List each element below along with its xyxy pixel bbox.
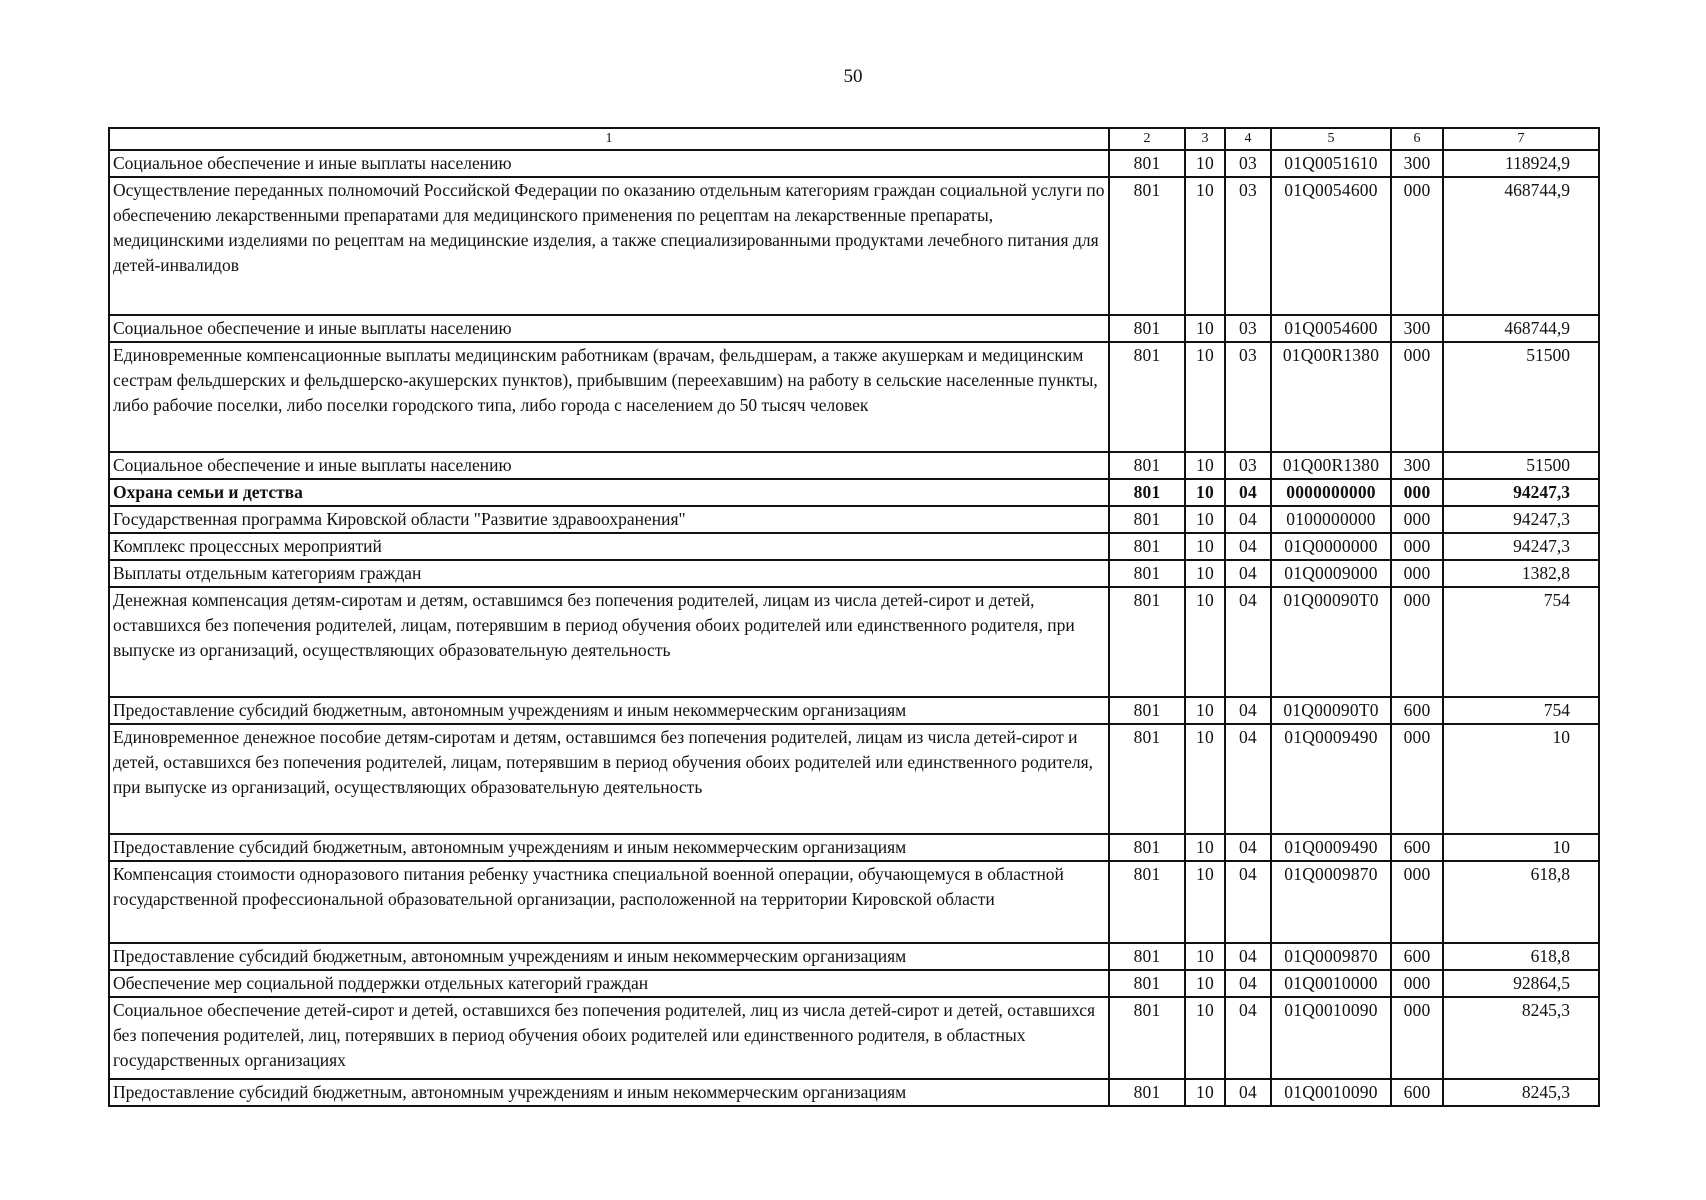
column-header-5: 5	[1271, 128, 1391, 150]
row-name-cell: Социальное обеспечение и иные выплаты населению	[109, 315, 1109, 342]
row-subsection-cell: 04	[1225, 970, 1271, 997]
row-code-cell: 801	[1109, 1079, 1185, 1106]
table-row	[109, 587, 1599, 697]
table-row	[109, 479, 1599, 506]
table-row	[109, 724, 1599, 834]
table-row	[109, 315, 1599, 342]
row-name-cell: Социальное обеспечение детей-сирот и детей, оставшихся без попечения родителей, лиц из числа детей-сирот и детей, оставшихся без попечения родителей, лиц, потерявших в период обучения обоих родителей или единственного родителя, в областных государственных организациях	[109, 997, 1109, 1079]
row-code-cell: 801	[1109, 834, 1185, 861]
row-amount-cell: 94247,3	[1443, 479, 1599, 506]
row-target-article-cell: 0000000000	[1271, 479, 1391, 506]
row-section-cell: 10	[1185, 587, 1225, 697]
row-code-cell: 801	[1109, 533, 1185, 560]
row-target-article-cell: 01Q00090T0	[1271, 697, 1391, 724]
row-name-cell: Денежная компенсация детям-сиротам и детям, оставшимся без попечения родителей, лицам из числа детей-сирот и детей, оставшихся без попечения родителей, лицам, потерявшим в период обучения обоих родителей или единственного родителя, при выпуске из организаций, осуществляющих образовательную деятельность	[109, 587, 1109, 697]
row-name-cell: Государственная программа Кировской области "Развитие здравоохранения"	[109, 506, 1109, 533]
row-name-cell: Социальное обеспечение и иные выплаты населению	[109, 150, 1109, 177]
row-name-cell: Социальное обеспечение и иные выплаты населению	[109, 452, 1109, 479]
row-section-cell: 10	[1185, 479, 1225, 506]
row-target-article-cell: 01Q0009490	[1271, 724, 1391, 834]
row-expense-type-cell: 000	[1391, 970, 1443, 997]
row-amount-cell: 1382,8	[1443, 560, 1599, 587]
table-row	[109, 506, 1599, 533]
row-section-cell: 10	[1185, 997, 1225, 1079]
row-expense-type-cell: 000	[1391, 560, 1443, 587]
row-code-cell: 801	[1109, 479, 1185, 506]
table-row	[109, 342, 1599, 452]
row-section-cell: 10	[1185, 834, 1225, 861]
row-target-article-cell: 01Q0009490	[1271, 834, 1391, 861]
row-code-cell: 801	[1109, 697, 1185, 724]
row-amount-cell: 754	[1443, 697, 1599, 724]
row-name-cell: Предоставление субсидий бюджетным, автономным учреждениям и иным некоммерческим организациям	[109, 943, 1109, 970]
table-row	[109, 943, 1599, 970]
row-amount-cell: 94247,3	[1443, 506, 1599, 533]
table-row	[109, 997, 1599, 1079]
row-subsection-cell: 04	[1225, 560, 1271, 587]
row-target-article-cell: 01Q0010090	[1271, 1079, 1391, 1106]
row-subsection-cell: 03	[1225, 315, 1271, 342]
row-target-article-cell: 01Q00090T0	[1271, 587, 1391, 697]
table-row	[109, 697, 1599, 724]
row-amount-cell: 754	[1443, 587, 1599, 697]
row-section-cell: 10	[1185, 560, 1225, 587]
row-subsection-cell: 04	[1225, 533, 1271, 560]
row-expense-type-cell: 000	[1391, 342, 1443, 452]
row-amount-cell: 468744,9	[1443, 315, 1599, 342]
row-code-cell: 801	[1109, 560, 1185, 587]
row-amount-cell: 8245,3	[1443, 1079, 1599, 1106]
row-section-cell: 10	[1185, 533, 1225, 560]
row-target-article-cell: 01Q0010000	[1271, 970, 1391, 997]
row-target-article-cell: 01Q0009870	[1271, 861, 1391, 943]
row-target-article-cell: 01Q0010090	[1271, 997, 1391, 1079]
row-amount-cell: 618,8	[1443, 943, 1599, 970]
row-target-article-cell: 01Q00R1380	[1271, 452, 1391, 479]
row-target-article-cell: 01Q0051610	[1271, 150, 1391, 177]
row-amount-cell: 94247,3	[1443, 533, 1599, 560]
row-subsection-cell: 03	[1225, 342, 1271, 452]
page-number: 50	[843, 66, 863, 87]
column-header-7: 7	[1443, 128, 1599, 150]
row-code-cell: 801	[1109, 943, 1185, 970]
row-subsection-cell: 04	[1225, 1079, 1271, 1106]
row-expense-type-cell: 000	[1391, 724, 1443, 834]
row-name-cell: Охрана семьи и детства	[109, 479, 1109, 506]
row-amount-cell: 10	[1443, 834, 1599, 861]
table-row	[109, 861, 1599, 943]
row-subsection-cell: 04	[1225, 997, 1271, 1079]
row-name-cell: Компенсация стоимости одноразового питания ребенку участника специальной военной операции, обучающемуся в областной государственной профессиональной образовательной организации, расположенной на территории Кировской области	[109, 861, 1109, 943]
table-row	[109, 1079, 1599, 1106]
row-section-cell: 10	[1185, 177, 1225, 315]
row-name-cell: Единовременное денежное пособие детям-сиротам и детям, оставшимся без попечения родителей, лицам из числа детей-сирот и детей, оставшихся без попечения родителей, лицам, потерявшим в период обучения обоих родителей или единственного родителя, при выпуске из организаций, осуществляющих образовательную деятельность	[109, 724, 1109, 834]
row-target-article-cell: 01Q0000000	[1271, 533, 1391, 560]
table-row	[109, 452, 1599, 479]
row-subsection-cell: 04	[1225, 834, 1271, 861]
table-row	[109, 834, 1599, 861]
row-section-cell: 10	[1185, 970, 1225, 997]
table-row	[109, 150, 1599, 177]
row-section-cell: 10	[1185, 315, 1225, 342]
row-target-article-cell: 01Q0054600	[1271, 177, 1391, 315]
row-code-cell: 801	[1109, 587, 1185, 697]
row-amount-cell: 10	[1443, 724, 1599, 834]
row-name-cell: Предоставление субсидий бюджетным, автономным учреждениям и иным некоммерческим организациям	[109, 1079, 1109, 1106]
row-target-article-cell: 01Q0054600	[1271, 315, 1391, 342]
row-name-cell: Обеспечение мер социальной поддержки отдельных категорий граждан	[109, 970, 1109, 997]
column-header-2: 2	[1109, 128, 1185, 150]
row-target-article-cell: 01Q0009870	[1271, 943, 1391, 970]
budget-table	[108, 127, 1600, 1107]
row-target-article-cell: 01Q0009000	[1271, 560, 1391, 587]
row-subsection-cell: 03	[1225, 150, 1271, 177]
column-header-4: 4	[1225, 128, 1271, 150]
row-target-article-cell: 0100000000	[1271, 506, 1391, 533]
row-subsection-cell: 04	[1225, 861, 1271, 943]
row-code-cell: 801	[1109, 861, 1185, 943]
row-expense-type-cell: 600	[1391, 943, 1443, 970]
row-amount-cell: 51500	[1443, 342, 1599, 452]
row-subsection-cell: 03	[1225, 452, 1271, 479]
table-row	[109, 560, 1599, 587]
row-code-cell: 801	[1109, 342, 1185, 452]
row-amount-cell: 468744,9	[1443, 177, 1599, 315]
row-code-cell: 801	[1109, 970, 1185, 997]
row-code-cell: 801	[1109, 506, 1185, 533]
row-expense-type-cell: 000	[1391, 479, 1443, 506]
row-section-cell: 10	[1185, 452, 1225, 479]
row-subsection-cell: 03	[1225, 177, 1271, 315]
row-expense-type-cell: 600	[1391, 697, 1443, 724]
row-expense-type-cell: 600	[1391, 1079, 1443, 1106]
row-section-cell: 10	[1185, 724, 1225, 834]
row-section-cell: 10	[1185, 342, 1225, 452]
row-expense-type-cell: 000	[1391, 506, 1443, 533]
table-row	[109, 177, 1599, 315]
row-section-cell: 10	[1185, 1079, 1225, 1106]
row-code-cell: 801	[1109, 997, 1185, 1079]
row-subsection-cell: 04	[1225, 506, 1271, 533]
row-code-cell: 801	[1109, 150, 1185, 177]
row-subsection-cell: 04	[1225, 479, 1271, 506]
column-header-1: 1	[109, 128, 1109, 150]
row-section-cell: 10	[1185, 506, 1225, 533]
row-expense-type-cell: 300	[1391, 452, 1443, 479]
row-expense-type-cell: 600	[1391, 834, 1443, 861]
row-subsection-cell: 04	[1225, 587, 1271, 697]
row-name-cell: Комплекс процессных мероприятий	[109, 533, 1109, 560]
row-amount-cell: 92864,5	[1443, 970, 1599, 997]
column-header-6: 6	[1391, 128, 1443, 150]
row-section-cell: 10	[1185, 150, 1225, 177]
row-name-cell: Единовременные компенсационные выплаты медицинским работникам (врачам, фельдшерам, а также акушеркам и медицинским сестрам фельдшерских и фельдшерско-акушерских пунктов), прибывшим (переехавшим) на работу в сельские населенные пункты, либо рабочие поселки, либо поселки городского типа, либо города с населением до 50 тысяч человек	[109, 342, 1109, 452]
row-expense-type-cell: 000	[1391, 533, 1443, 560]
row-expense-type-cell: 300	[1391, 150, 1443, 177]
row-name-cell: Осуществление переданных полномочий Российской Федерации по оказанию отдельным категориям граждан социальной услуги по обеспечению лекарственными препаратами для медицинского применения по рецептам на лекарственные препараты, медицинскими изделиями по рецептам на медицинские изделия, а также специализированными продуктами лечебного питания для детей-инвалидов	[109, 177, 1109, 315]
table-header-row	[109, 128, 1599, 150]
row-amount-cell: 8245,3	[1443, 997, 1599, 1079]
row-expense-type-cell: 000	[1391, 861, 1443, 943]
row-target-article-cell: 01Q00R1380	[1271, 342, 1391, 452]
row-amount-cell: 118924,9	[1443, 150, 1599, 177]
row-subsection-cell: 04	[1225, 943, 1271, 970]
row-section-cell: 10	[1185, 697, 1225, 724]
row-code-cell: 801	[1109, 452, 1185, 479]
row-code-cell: 801	[1109, 177, 1185, 315]
row-expense-type-cell: 300	[1391, 315, 1443, 342]
row-name-cell: Выплаты отдельным категориям граждан	[109, 560, 1109, 587]
row-expense-type-cell: 000	[1391, 587, 1443, 697]
row-section-cell: 10	[1185, 861, 1225, 943]
table-row	[109, 533, 1599, 560]
column-header-3: 3	[1185, 128, 1225, 150]
table-row	[109, 970, 1599, 997]
row-amount-cell: 618,8	[1443, 861, 1599, 943]
row-subsection-cell: 04	[1225, 724, 1271, 834]
row-amount-cell: 51500	[1443, 452, 1599, 479]
row-subsection-cell: 04	[1225, 697, 1271, 724]
row-expense-type-cell: 000	[1391, 997, 1443, 1079]
row-code-cell: 801	[1109, 315, 1185, 342]
row-name-cell: Предоставление субсидий бюджетным, автономным учреждениям и иным некоммерческим организациям	[109, 834, 1109, 861]
row-expense-type-cell: 000	[1391, 177, 1443, 315]
row-section-cell: 10	[1185, 943, 1225, 970]
row-code-cell: 801	[1109, 724, 1185, 834]
row-name-cell: Предоставление субсидий бюджетным, автономным учреждениям и иным некоммерческим организациям	[109, 697, 1109, 724]
